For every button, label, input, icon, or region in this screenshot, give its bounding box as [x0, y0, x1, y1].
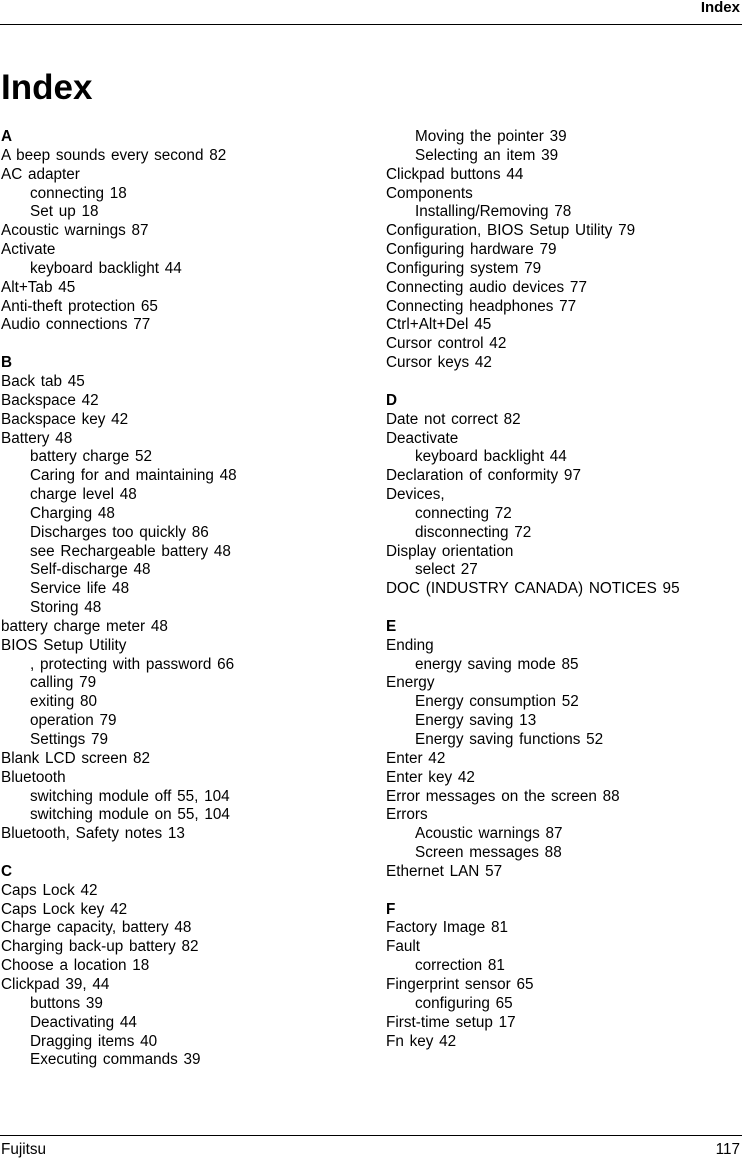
index-entry: Deactivate — [386, 429, 459, 447]
index-spacer — [386, 882, 742, 901]
index-letter-heading: D — [386, 391, 398, 409]
index-subentry: Set up 18 — [30, 203, 99, 221]
index-letter-heading: E — [386, 617, 397, 635]
index-subentry: Moving the pointer 39 — [415, 128, 567, 145]
index-entry: Battery 48 — [1, 429, 73, 447]
index-entry: Back tab 45 — [1, 372, 85, 390]
index-entry: Activate — [1, 241, 56, 259]
index-subentry: keyboard backlight 44 — [415, 448, 567, 466]
index-entry: Bluetooth, Safety notes 13 — [1, 825, 185, 843]
index-subentry: , protecting with password 66 — [30, 655, 235, 673]
index-entry: Configuration, BIOS Setup Utility 79 — [386, 222, 636, 240]
index-entry: Anti-theft protection 65 — [1, 297, 158, 315]
index-entry: Charging back-up battery 82 — [1, 938, 199, 956]
index-subentry: Storing 48 — [30, 599, 102, 617]
page-title: Index — [1, 68, 93, 107]
index-entry: Choose a location 18 — [1, 957, 150, 975]
footer-rule — [0, 1135, 742, 1136]
index-subentry: Selecting an item 39 — [415, 146, 559, 164]
index-subentry: disconnecting 72 — [415, 523, 532, 541]
index-subentry: switching module on 55, 104 — [30, 806, 230, 824]
index-entry: A beep sounds every second 82 — [1, 146, 227, 164]
index-entry: Connecting headphones 77 — [386, 297, 577, 315]
index-subentry: configuring 65 — [415, 994, 513, 1012]
index-entry: Declaration of conformity 97 — [386, 467, 581, 485]
index-spacer — [386, 373, 742, 392]
index-letter-heading: F — [386, 900, 396, 918]
index-entry: Acoustic warnings 87 — [1, 222, 149, 240]
index-entry: battery charge meter 48 — [1, 617, 168, 635]
index-subentry: energy saving mode 85 — [415, 655, 579, 673]
index-subentry: Screen messages 88 — [415, 844, 562, 862]
index-entry: Ctrl+Alt+Del 45 — [386, 316, 492, 334]
index-entry: Error messages on the screen 88 — [386, 787, 620, 805]
index-entry: Alt+Tab 45 — [1, 278, 76, 296]
index-subentry: Energy consumption 52 — [415, 693, 579, 711]
index-entry: Caps Lock 42 — [1, 881, 98, 899]
index-entry: First-time setup 17 — [386, 1013, 516, 1031]
index-entry: Caps Lock key 42 — [1, 900, 128, 918]
index-subentry: see Rechargeable battery 48 — [30, 542, 231, 560]
index-letter-heading: B — [1, 354, 13, 372]
index-letter-heading: C — [1, 862, 13, 880]
index-entry: Connecting audio devices 77 — [386, 278, 587, 296]
index-entry: Fingerprint sensor 65 — [386, 975, 534, 993]
index-subentry: Dragging items 40 — [30, 1032, 158, 1050]
index-entry: Factory Image 81 — [386, 919, 509, 937]
index-subentry: Settings 79 — [30, 731, 109, 748]
index-entry: Configuring hardware 79 — [386, 241, 557, 259]
index-subentry: Energy saving functions 52 — [415, 731, 604, 748]
index-entry: Cursor keys 42 — [386, 354, 492, 372]
index-entry: Bluetooth — [1, 768, 66, 786]
index-entry: Devices, — [386, 486, 445, 504]
index-spacer — [1, 844, 376, 863]
index-subentry: Executing commands 39 — [30, 1051, 201, 1069]
index-entry: Ending — [386, 636, 434, 654]
header-rule — [0, 24, 742, 25]
index-entry: Fn key 42 — [386, 1032, 457, 1050]
index-subentry: connecting 18 — [30, 184, 127, 202]
index-subentry: operation 79 — [30, 712, 117, 730]
index-entry: Date not correct 82 — [386, 410, 521, 428]
index-entry: Clickpad buttons 44 — [386, 165, 524, 183]
index-column-left — [1, 128, 376, 1070]
footer-publisher: Fujitsu — [1, 1141, 47, 1158]
index-subentry: select 27 — [415, 561, 478, 579]
index-spacer — [1, 335, 376, 354]
index-entry: Cursor control 42 — [386, 335, 507, 353]
index-subentry: exiting 80 — [30, 693, 97, 711]
index-entry: Errors — [386, 806, 428, 824]
index-entry: AC adapter — [1, 165, 80, 183]
index-subentry: Caring for and maintaining 48 — [30, 467, 237, 485]
index-entry: Audio connections 77 — [1, 316, 151, 334]
index-subentry: battery charge 52 — [30, 448, 153, 466]
index-entry: DOC (INDUSTRY CANADA) NOTICES 95 — [386, 580, 680, 598]
index-subentry: Deactivating 44 — [30, 1013, 137, 1031]
footer-page-number: 117 — [715, 1141, 740, 1158]
index-entry: Enter key 42 — [386, 768, 475, 786]
index-spacer — [386, 599, 742, 618]
index-subentry: Discharges too quickly 86 — [30, 523, 209, 541]
index-entry: Ethernet LAN 57 — [386, 862, 503, 880]
index-subentry: Energy saving 13 — [415, 712, 537, 730]
index-column-right — [386, 128, 742, 1051]
index-entry: Energy — [386, 674, 435, 692]
index-subentry: correction 81 — [415, 957, 505, 975]
index-entry: Display orientation — [386, 542, 514, 560]
index-subentry: keyboard backlight 44 — [30, 259, 182, 277]
index-subentry: Charging 48 — [30, 504, 115, 522]
index-subentry: switching module off 55, 104 — [30, 787, 230, 805]
index-entry: Backspace key 42 — [1, 410, 129, 428]
index-entry: Charge capacity, battery 48 — [1, 919, 192, 937]
index-subentry: Acoustic warnings 87 — [415, 825, 563, 843]
index-entry: Blank LCD screen 82 — [1, 749, 151, 767]
index-subentry: charge level 48 — [30, 486, 137, 504]
index-subentry: Self-discharge 48 — [30, 561, 151, 579]
index-subentry: buttons 39 — [30, 994, 103, 1012]
index-entry: Enter 42 — [386, 749, 446, 767]
index-entry: Configuring system 79 — [386, 259, 542, 277]
index-entry: Fault — [386, 938, 421, 956]
index-entry: Clickpad 39, 44 — [1, 975, 110, 993]
index-subentry: calling 79 — [30, 674, 97, 692]
index-entry: Backspace 42 — [1, 391, 99, 409]
index-subentry: Installing/Removing 78 — [415, 203, 572, 221]
index-entry: BIOS Setup Utility — [1, 636, 127, 654]
index-entry: Components — [386, 184, 473, 202]
running-header-title: Index — [700, 0, 740, 16]
index-subentry: connecting 72 — [415, 504, 512, 522]
index-subentry: Service life 48 — [30, 580, 130, 598]
index-letter-heading: A — [1, 128, 13, 145]
